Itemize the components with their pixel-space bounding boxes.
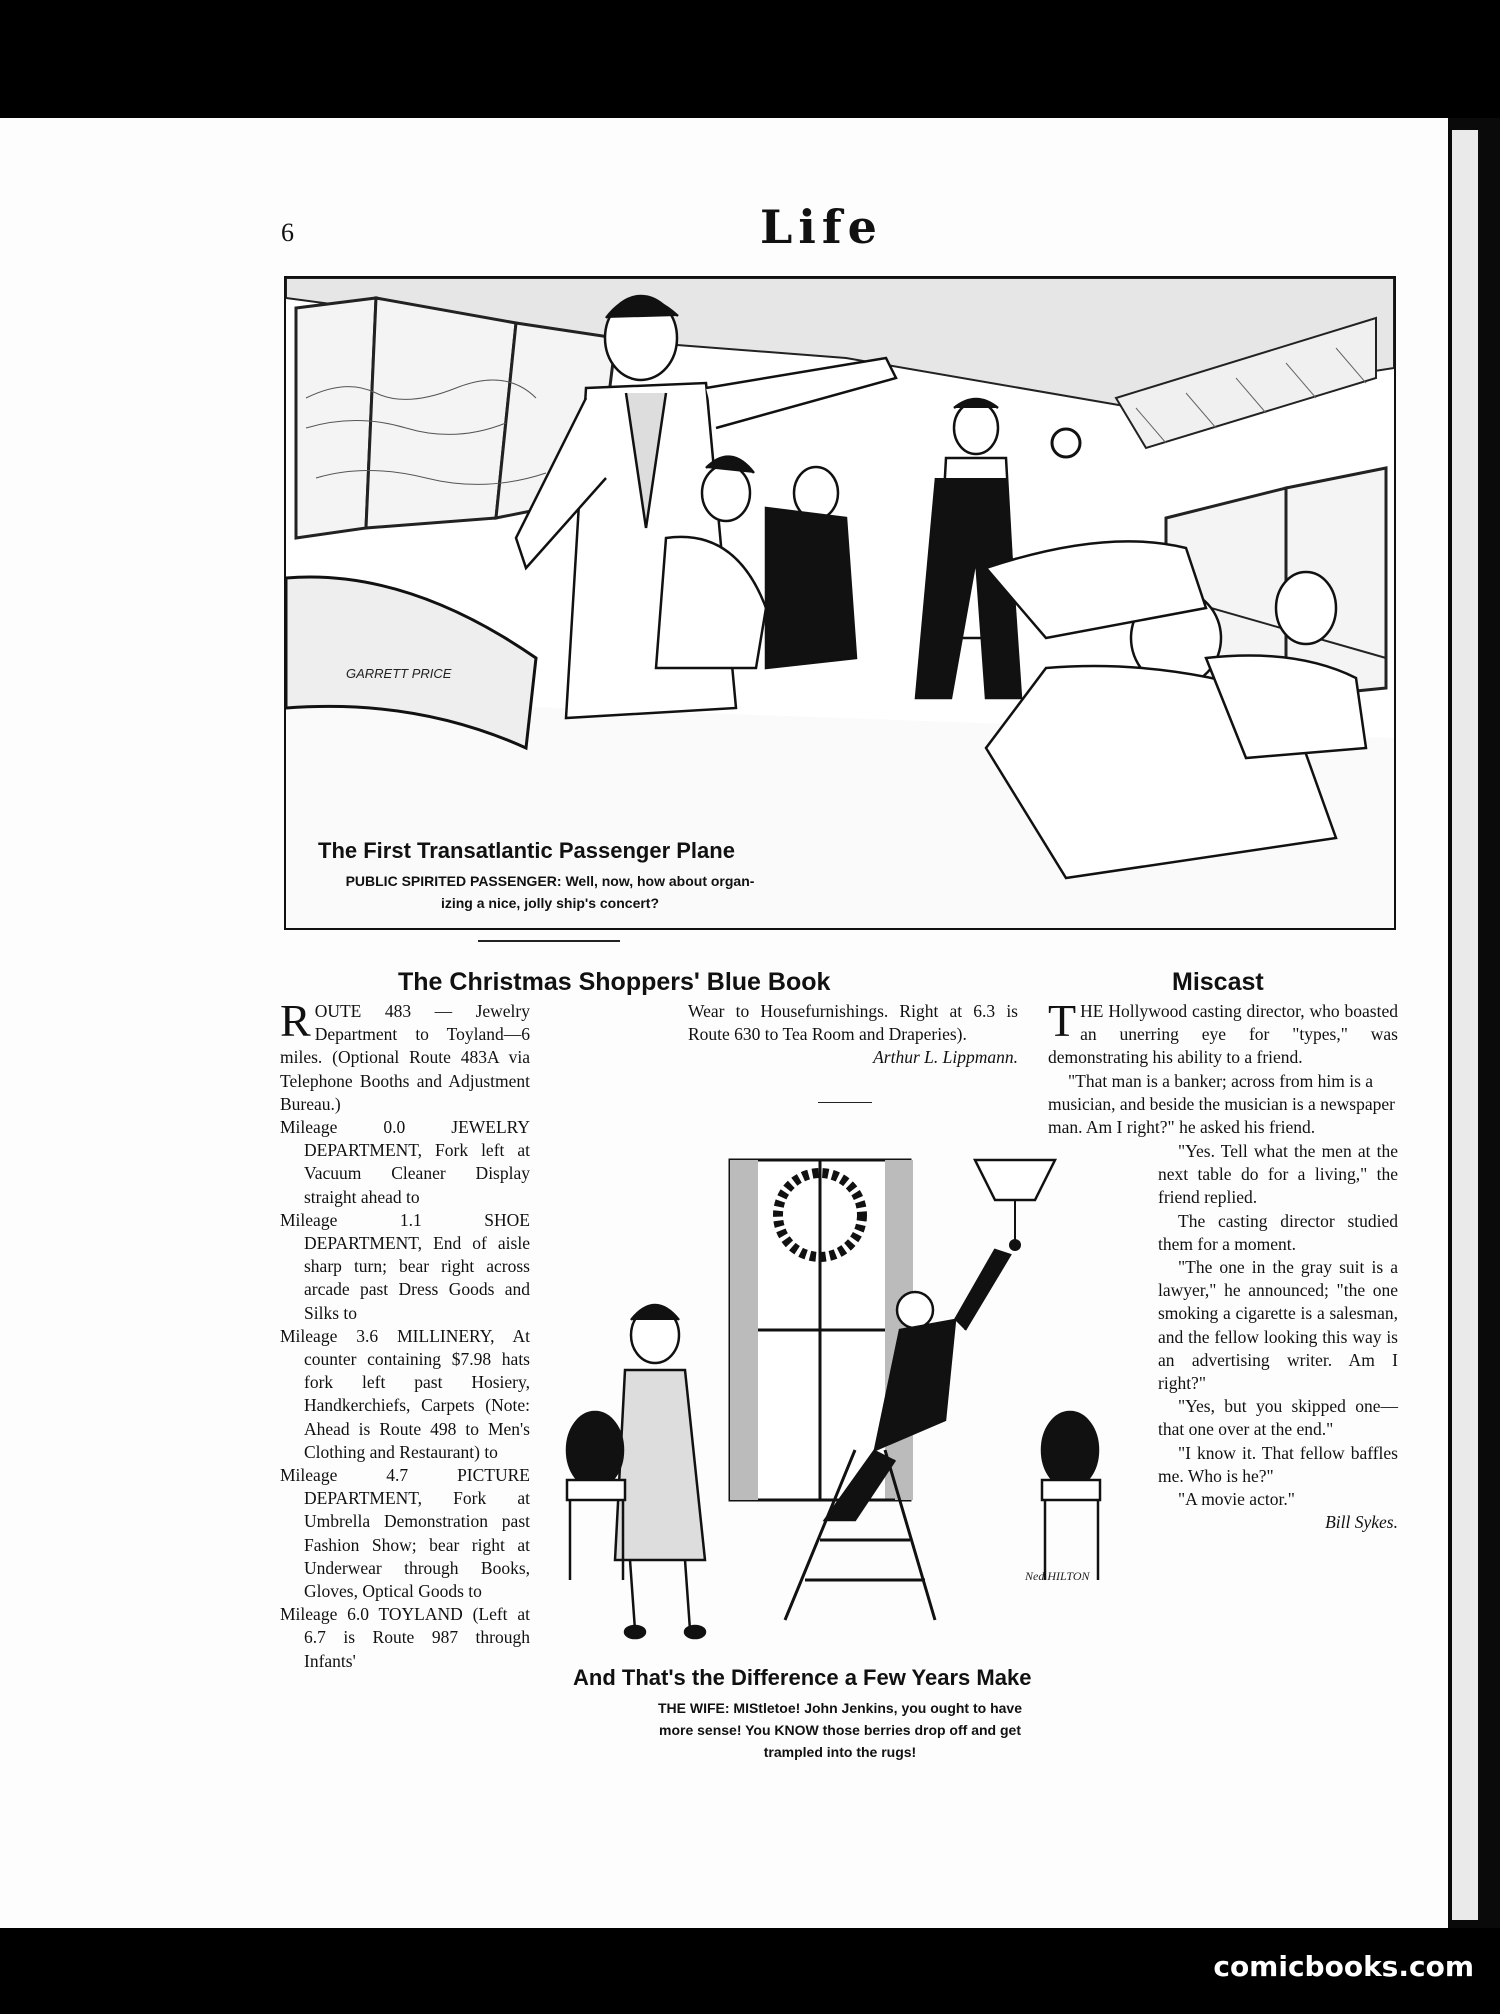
article2-paragraph: "I know it. That fellow baffles me. Who is he?"	[1158, 1442, 1398, 1486]
page-number: 6	[281, 218, 294, 247]
article2-dropcap: T	[1048, 995, 1077, 1046]
article1-dropcap: R	[280, 995, 311, 1046]
article1-column-right	[688, 1000, 1018, 1070]
article2-author: Bill Sykes.	[1325, 1512, 1398, 1533]
article1-column-left	[280, 995, 530, 1673]
cartoon1-caption	[270, 870, 830, 914]
article1-paragraph: Mileage 0.0 JEWELRY DEPARTMENT, Fork left at Vacuum Cleaner Display straight ahead to	[280, 1117, 530, 1207]
article1-paragraph: Mileage 1.1 SHOE DEPARTMENT, End of aisle sharp turn; bear right across arcade past Dress Goods and Silks to	[280, 1209, 530, 1323]
article2-column-top	[1048, 995, 1398, 1139]
article1-paragraph: Mileage 3.6 MILLINERY, At counter containing $7.98 hats fork left past Hosiery, Handkerchiefs, Carpets (Note: Ahead is Route 498 to Men's Clothing and Restaurant) to	[280, 1325, 530, 1462]
cartoon2-signature: Ned HILTON	[1025, 1569, 1090, 1583]
article1-paragraph: Mileage 4.7 PICTURE DEPARTMENT, Fork at Umbrella Demonstration past Fashion Show; bear right at Underwear through Books, Gloves, Optical Goods to	[280, 1465, 530, 1602]
section-divider	[478, 940, 620, 942]
cartoon-mistletoe-illustration	[555, 1120, 1110, 1655]
cartoon2-caption-line1: THE WIFE: MIStletoe! John Jenkins, you ought to have	[657, 1700, 1022, 1716]
plane-cabin-drawing	[286, 278, 1394, 928]
mistletoe-drawing	[555, 1120, 1110, 1655]
cartoon1-signature: GARRETT PRICE	[346, 666, 452, 681]
cartoon2-caption	[550, 1697, 1130, 1763]
cartoon2-caption-line3: trampled into the rugs!	[763, 1744, 917, 1760]
article1-author: Arthur L. Lippmann.	[873, 1047, 1018, 1068]
article1-continuation: Wear to Housefurnishings. Right at 6.3 is Route 630 to Tea Room and Draperies).	[688, 1001, 1018, 1045]
article1-paragraph: Mileage 6.0 TOYLAND (Left at 6.7 is Route 987 through Infants'	[280, 1604, 530, 1671]
article2-paragraph: "The one in the gray suit is a lawyer," he announced; "the one smoking a cigarette is a salesman, and the fellow looking this way is an advertising writer. Am I right?"	[1158, 1257, 1398, 1394]
next-page-sliver	[1452, 130, 1478, 1920]
article2-paragraph: "That man is a banker; across from him is a musician, and beside the musician is a newspaper man. Am I right?" he asked his friend.	[1048, 1070, 1395, 1138]
article1-paragraph: ROUTE 483 — Jewelry Department to Toyland—6 miles. (Optional Route 483A via Telephone Booths and Adjustment Bureau.)	[280, 995, 530, 1114]
cartoon2-title: And That's the Difference a Few Years Make	[573, 1665, 1032, 1690]
cartoon2-caption-line2: more sense! You KNOW those berries drop off and get	[659, 1722, 1021, 1738]
cartoon1-title: The First Transatlantic Passenger Plane	[318, 838, 735, 863]
cartoon1-caption-line2: izing a nice, jolly ship's concert?	[440, 895, 660, 911]
article2-paragraph: "Yes, but you skipped one—that one over at the end."	[1158, 1396, 1398, 1440]
magazine-title: Life	[760, 200, 883, 254]
cartoon1-caption-line1: PUBLIC SPIRITED PASSENGER: Well, now, how about organ-	[345, 873, 755, 889]
article2-paragraph: THE Hollywood casting director, who boasted an unerring eye for "types," was demonstrating his ability to a friend.	[1048, 995, 1398, 1068]
cartoon-plane-illustration	[284, 276, 1396, 930]
article2-paragraph: "A movie actor."	[1178, 1489, 1295, 1510]
article2-headline: Miscast	[1172, 968, 1264, 996]
column-divider	[818, 1102, 872, 1103]
watermark-logo: comicbooks.com	[1213, 1950, 1474, 1983]
article2-column-bottom	[1158, 1140, 1398, 1534]
article2-paragraph: "Yes. Tell what the men at the next table do for a living," the friend replied.	[1158, 1141, 1398, 1208]
article2-paragraph: The casting director studied them for a moment.	[1158, 1210, 1398, 1254]
article1-headline: The Christmas Shoppers' Blue Book	[398, 968, 831, 996]
